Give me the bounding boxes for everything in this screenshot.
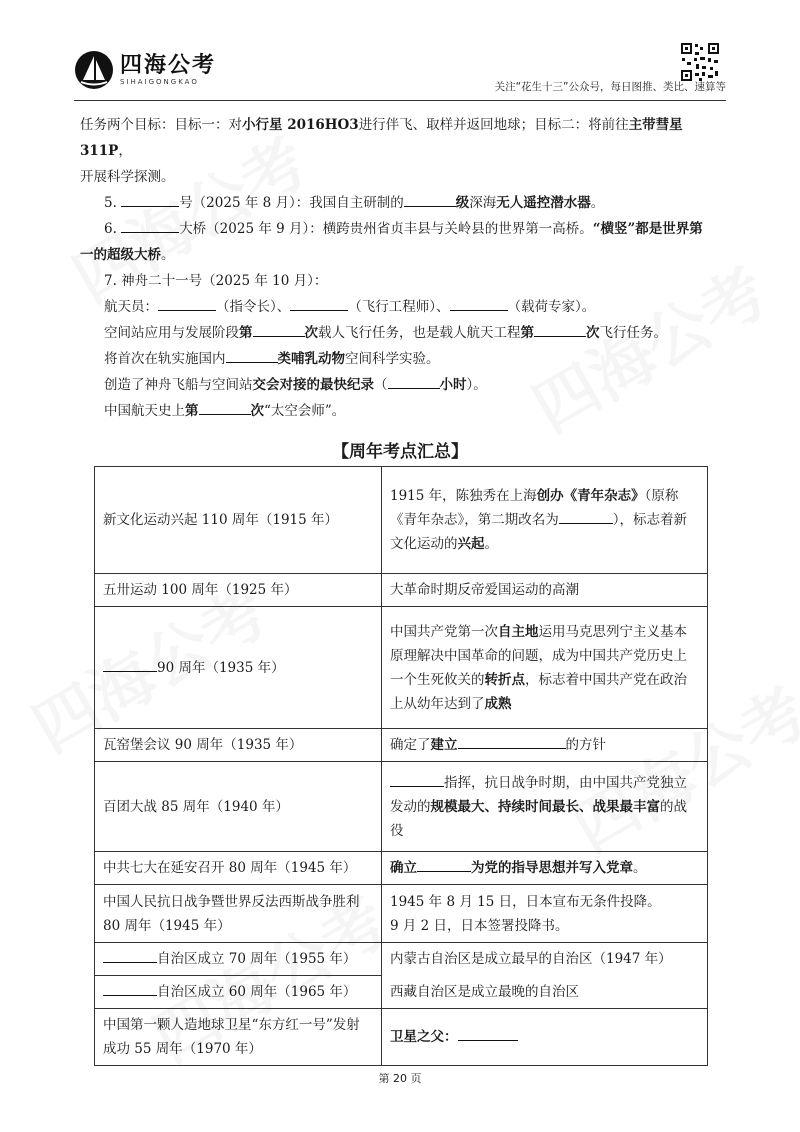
- table-cell: 中共七大在延安召开 80 周年（1945 年）: [95, 852, 382, 885]
- table-row: [95, 1009, 708, 1066]
- fill-blank[interactable]: [390, 771, 444, 787]
- fill-blank[interactable]: [103, 656, 157, 672]
- paragraph: 任务两个目标：目标一：对小行星 2016HO3进行伴飞、取样并返回地球；目标二：将前往主带彗星 311P，: [80, 117, 683, 159]
- fill-blank[interactable]: [158, 295, 216, 311]
- table-row: [95, 729, 708, 762]
- table-cell: 新文化运动兴起 110 周年（1915 年）: [95, 467, 382, 574]
- table-row: [95, 467, 708, 574]
- fill-blank[interactable]: [121, 217, 179, 233]
- paragraph: 航天员： （指令长）、 （飞行工程师）、 （载荷专家）。: [80, 294, 720, 320]
- table-cell: 卫星之父：: [382, 1009, 708, 1066]
- fill-blank[interactable]: [199, 399, 251, 415]
- paragraph: 一的超级大桥。: [80, 247, 175, 263]
- item-7: 7. 神舟二十一号（2025 年 10 月）：: [104, 273, 328, 289]
- page-header: [74, 40, 726, 101]
- logo-subtitle: SIHAIGONGKAO: [120, 78, 199, 86]
- table-cell: 1945 年 8 月 15 日，日本宣布无条件投降。 9 月 2 日，日本签署投降书。: [382, 885, 708, 943]
- fill-blank[interactable]: [559, 508, 613, 524]
- table-cell: 百团大战 85 周年（1940 年）: [95, 762, 382, 852]
- logo: [74, 50, 216, 90]
- fill-blank[interactable]: [103, 947, 157, 963]
- table-row: [95, 607, 708, 729]
- fill-blank[interactable]: [417, 856, 471, 872]
- table-row: [95, 852, 708, 885]
- table-cell: 中国人民抗日战争暨世界反法西斯战争胜利 80 周年（1945 年）: [95, 885, 382, 943]
- table-cell: 内蒙古自治区是成立最早的自治区（1947 年）: [382, 943, 708, 976]
- logo-title: 四海公考: [120, 53, 217, 78]
- fill-blank[interactable]: [290, 295, 348, 311]
- table-cell: 中国共产党第一次自主地运用马克思列宁主义基本原理解决中国革命的问题，成为中国共产党历史上一个生死攸关的转折点，标志着中国共产党在政治上从幼年达到了成熟: [382, 607, 708, 729]
- table-cell: 大革命时期反帝爱国运动的高潮: [382, 574, 708, 607]
- fill-blank[interactable]: [404, 191, 456, 207]
- fill-blank[interactable]: [103, 980, 157, 996]
- table-cell: 五卅运动 100 周年（1925 年）: [95, 574, 382, 607]
- anniversary-table: [94, 466, 708, 1066]
- table-cell: 瓦窑堡会议 90 周年（1935 年）: [95, 729, 382, 762]
- table-row: [95, 943, 708, 976]
- table-cell: 西藏自治区是成立最晚的自治区: [382, 976, 708, 1009]
- table-row: [95, 762, 708, 852]
- table-cell: 1915 年，陈独秀在上海创办《青年杂志》（原称《青年杂志》，第二期改名为 ），标志着新文化运动的兴起。: [382, 467, 708, 574]
- table-cell: 90 周年（1935 年）: [95, 607, 382, 729]
- qr-code-icon: [680, 42, 720, 82]
- fill-blank[interactable]: [121, 191, 179, 207]
- page-number: 第 20 页: [378, 1072, 422, 1085]
- section-title: 【周年考点汇总】: [332, 442, 468, 462]
- table-cell: 确定了建立 的方针: [382, 729, 708, 762]
- fill-blank[interactable]: [226, 347, 278, 363]
- fill-blank[interactable]: [253, 321, 305, 337]
- item-6: 6. 大桥（2025 年 9 月）：横跨贵州省贞丰县与关岭县的世界第一高桥。“横竖”都是世界第: [80, 216, 720, 242]
- paragraph: 开展科学探测。: [80, 169, 175, 185]
- table-row: [95, 885, 708, 943]
- header-note: 关注“花生十三”公众号，每日图推、类比、速算等: [494, 81, 726, 93]
- paragraph: 空间站应用与发展阶段第 次载人飞行任务，也是载人航天工程第 次飞行任务。: [80, 320, 720, 346]
- table-row: [95, 976, 708, 1009]
- fill-blank[interactable]: [534, 321, 586, 337]
- sailboat-logo-icon: [74, 50, 114, 90]
- table-cell: 指挥，抗日战争时期，由中国共产党独立发动的规模最大、持续时间最长、战果最丰富的战役: [382, 762, 708, 852]
- body-text: [80, 112, 720, 424]
- fill-blank[interactable]: [450, 295, 508, 311]
- item-5: 5. 号（2025 年 8 月）：我国自主研制的 级深海无人遥控潜水器。: [80, 190, 720, 216]
- fill-blank[interactable]: [388, 373, 440, 389]
- table-cell: 自治区成立 60 周年（1965 年）: [95, 976, 382, 1009]
- fill-blank[interactable]: [458, 733, 566, 749]
- table-row: [95, 574, 708, 607]
- fill-blank[interactable]: [458, 1025, 518, 1041]
- table-cell: 确立 为党的指导思想并写入党章。: [382, 852, 708, 885]
- paragraph: 将首次在轨实施国内 类哺乳动物空间科学实验。: [80, 346, 720, 372]
- paragraph: 中国航天史上第 次“太空会师”。: [80, 398, 720, 424]
- paragraph: 创造了神舟飞船与空间站交会对接的最快纪录（ 小时）。: [80, 372, 720, 398]
- table-cell: 自治区成立 70 周年（1955 年）: [95, 943, 382, 976]
- table-cell: 中国第一颗人造地球卫星“东方红一号”发射成功 55 周年（1970 年）: [95, 1009, 382, 1066]
